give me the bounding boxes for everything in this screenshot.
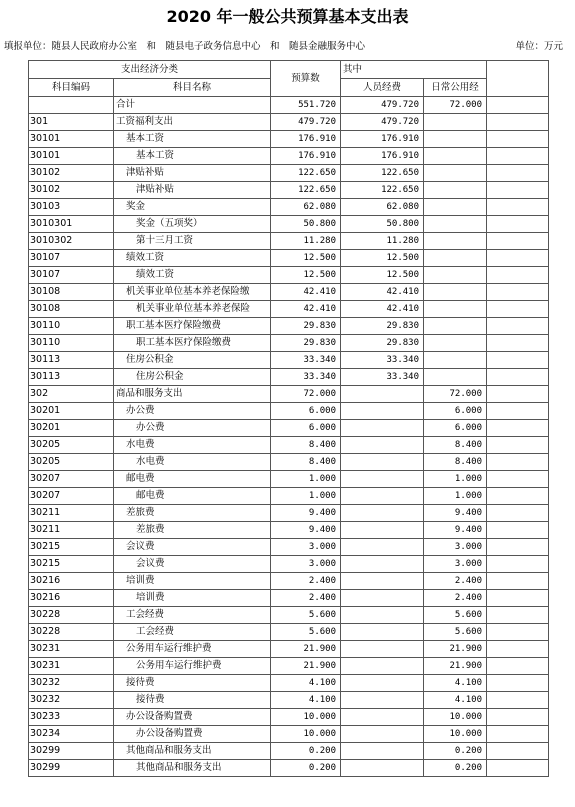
table-row [29, 437, 549, 454]
cell-name: 绩效工资 [114, 267, 271, 284]
cell-budget: 9.400 [271, 505, 341, 522]
cell-public [424, 284, 487, 301]
cell-budget: 2.400 [271, 590, 341, 607]
table-row [29, 539, 549, 556]
cell-public [424, 369, 487, 386]
cell-name: 邮电费 [114, 471, 271, 488]
cell-personnel [341, 522, 424, 539]
cell-code: 30232 [29, 675, 114, 692]
cell-budget: 176.910 [271, 148, 341, 165]
budget-table [28, 60, 549, 777]
table-row [29, 726, 549, 743]
cell-name: 第十三月工资 [114, 233, 271, 250]
cell-personnel: 479.720 [341, 114, 424, 131]
cell-public [424, 233, 487, 250]
cell-public [424, 301, 487, 318]
table-row [29, 335, 549, 352]
cell-personnel [341, 641, 424, 658]
table-row [29, 641, 549, 658]
cell-empty [487, 233, 549, 250]
cell-name: 会议费 [114, 539, 271, 556]
cell-empty [487, 726, 549, 743]
cell-empty [487, 335, 549, 352]
cell-empty [487, 284, 549, 301]
cell-personnel: 479.720 [341, 97, 424, 114]
cell-budget: 5.600 [271, 607, 341, 624]
cell-public [424, 148, 487, 165]
cell-personnel [341, 573, 424, 590]
cell-public [424, 114, 487, 131]
cell-personnel [341, 607, 424, 624]
cell-code: 30216 [29, 590, 114, 607]
cell-empty [487, 318, 549, 335]
cell-personnel: 33.340 [341, 369, 424, 386]
table-row [29, 233, 549, 250]
cell-public [424, 318, 487, 335]
cell-public: 3.000 [424, 539, 487, 556]
cell-code: 30216 [29, 573, 114, 590]
cell-code: 301 [29, 114, 114, 131]
cell-personnel [341, 539, 424, 556]
cell-code: 30207 [29, 488, 114, 505]
cell-personnel: 29.830 [341, 335, 424, 352]
table-row [29, 114, 549, 131]
cell-public: 1.000 [424, 488, 487, 505]
table-row [29, 352, 549, 369]
cell-empty [487, 369, 549, 386]
cell-personnel: 12.500 [341, 250, 424, 267]
cell-name: 奖金（五项奖） [114, 216, 271, 233]
cell-empty [487, 148, 549, 165]
cell-code: 30207 [29, 471, 114, 488]
cell-empty [487, 624, 549, 641]
cell-personnel: 33.340 [341, 352, 424, 369]
cell-public: 5.600 [424, 607, 487, 624]
budget-table-body [29, 61, 549, 777]
cell-empty [487, 488, 549, 505]
cell-name: 邮电费 [114, 488, 271, 505]
cell-code: 30205 [29, 437, 114, 454]
cell-personnel [341, 692, 424, 709]
cell-name: 办公费 [114, 403, 271, 420]
cell-code: 30113 [29, 352, 114, 369]
table-row [29, 760, 549, 777]
cell-empty [487, 590, 549, 607]
cell-empty [487, 420, 549, 437]
cell-personnel [341, 726, 424, 743]
cell-public: 4.100 [424, 675, 487, 692]
cell-code: 30299 [29, 760, 114, 777]
table-row [29, 318, 549, 335]
cell-public: 10.000 [424, 726, 487, 743]
cell-personnel: 50.800 [341, 216, 424, 233]
cell-name: 接待费 [114, 692, 271, 709]
cell-empty [487, 522, 549, 539]
cell-budget: 8.400 [271, 454, 341, 471]
cell-name: 住房公积金 [114, 369, 271, 386]
cell-budget: 1.000 [271, 488, 341, 505]
cell-empty [487, 199, 549, 216]
cell-budget: 1.000 [271, 471, 341, 488]
cell-code: 30234 [29, 726, 114, 743]
cell-budget: 10.000 [271, 709, 341, 726]
cell-empty [487, 471, 549, 488]
cell-name: 机关事业单位基本养老保险缴 [114, 284, 271, 301]
cell-name: 办公费 [114, 420, 271, 437]
cell-personnel [341, 675, 424, 692]
cell-personnel: 122.650 [341, 165, 424, 182]
cell-budget: 11.280 [271, 233, 341, 250]
table-row [29, 624, 549, 641]
cell-public: 2.400 [424, 590, 487, 607]
cell-personnel: 29.830 [341, 318, 424, 335]
cell-code: 30232 [29, 692, 114, 709]
header-public: 日常公用经 [424, 79, 487, 97]
header-name: 科目名称 [114, 79, 271, 97]
cell-public [424, 250, 487, 267]
cell-public: 5.600 [424, 624, 487, 641]
cell-public: 0.200 [424, 743, 487, 760]
cell-public [424, 267, 487, 284]
table-row [29, 386, 549, 403]
cell-public: 72.000 [424, 386, 487, 403]
cell-public [424, 199, 487, 216]
header-budget: 预算数 [271, 61, 341, 97]
cell-budget: 5.600 [271, 624, 341, 641]
cell-name: 其他商品和服务支出 [114, 760, 271, 777]
table-row [29, 97, 549, 114]
cell-empty [487, 556, 549, 573]
cell-personnel [341, 488, 424, 505]
cell-budget: 21.900 [271, 641, 341, 658]
cell-name: 住房公积金 [114, 352, 271, 369]
table-row [29, 165, 549, 182]
cell-public [424, 335, 487, 352]
cell-name: 奖金 [114, 199, 271, 216]
cell-name: 水电费 [114, 454, 271, 471]
cell-budget: 72.000 [271, 386, 341, 403]
cell-budget: 33.340 [271, 369, 341, 386]
cell-empty [487, 182, 549, 199]
cell-public: 3.000 [424, 556, 487, 573]
header-empty [487, 61, 549, 97]
cell-public: 72.000 [424, 97, 487, 114]
cell-name: 培训费 [114, 590, 271, 607]
cell-code: 30228 [29, 607, 114, 624]
cell-empty [487, 131, 549, 148]
cell-personnel: 176.910 [341, 148, 424, 165]
cell-personnel: 176.910 [341, 131, 424, 148]
cell-name: 基本工资 [114, 131, 271, 148]
header-row-1 [29, 61, 549, 79]
cell-empty [487, 573, 549, 590]
cell-budget: 42.410 [271, 301, 341, 318]
cell-empty [487, 352, 549, 369]
cell-budget: 29.830 [271, 318, 341, 335]
table-row [29, 182, 549, 199]
report-title: 2020 年一般公共预算基本支出表 [166, 7, 409, 26]
cell-code: 30211 [29, 522, 114, 539]
cell-budget: 12.500 [271, 267, 341, 284]
cell-empty [487, 454, 549, 471]
table-row [29, 216, 549, 233]
cell-code: 3010302 [29, 233, 114, 250]
cell-personnel [341, 760, 424, 777]
cell-code: 30205 [29, 454, 114, 471]
cell-code: 30103 [29, 199, 114, 216]
cell-name: 办公设备购置费 [114, 726, 271, 743]
cell-code: 30215 [29, 539, 114, 556]
header-personnel: 人员经费 [341, 79, 424, 97]
cell-name: 职工基本医疗保险缴费 [114, 335, 271, 352]
cell-code: 30228 [29, 624, 114, 641]
cell-name: 工资福利支出 [114, 114, 271, 131]
cell-public [424, 182, 487, 199]
cell-empty [487, 641, 549, 658]
table-row [29, 658, 549, 675]
cell-code: 302 [29, 386, 114, 403]
cell-public [424, 352, 487, 369]
cell-budget: 479.720 [271, 114, 341, 131]
cell-name: 基本工资 [114, 148, 271, 165]
cell-code: 3010301 [29, 216, 114, 233]
cell-personnel [341, 590, 424, 607]
cell-name: 绩效工资 [114, 250, 271, 267]
cell-personnel [341, 709, 424, 726]
table-row [29, 250, 549, 267]
cell-code: 30233 [29, 709, 114, 726]
cell-name: 合计 [114, 97, 271, 114]
table-row [29, 709, 549, 726]
cell-name: 工会经费 [114, 607, 271, 624]
report-meta [4, 40, 571, 54]
table-row [29, 403, 549, 420]
table-row [29, 556, 549, 573]
cell-code: 30110 [29, 335, 114, 352]
cell-budget: 12.500 [271, 250, 341, 267]
cell-empty [487, 607, 549, 624]
header-category-group: 支出经济分类 [29, 61, 271, 79]
cell-name: 会议费 [114, 556, 271, 573]
cell-public: 21.900 [424, 658, 487, 675]
cell-budget: 21.900 [271, 658, 341, 675]
cell-empty [487, 437, 549, 454]
cell-empty [487, 658, 549, 675]
table-row [29, 692, 549, 709]
cell-personnel: 42.410 [341, 301, 424, 318]
cell-budget: 8.400 [271, 437, 341, 454]
cell-empty [487, 743, 549, 760]
cell-budget: 122.650 [271, 182, 341, 199]
cell-code: 30101 [29, 131, 114, 148]
table-row [29, 267, 549, 284]
cell-personnel: 62.080 [341, 199, 424, 216]
cell-public: 6.000 [424, 403, 487, 420]
cell-code: 30231 [29, 641, 114, 658]
cell-name: 机关事业单位基本养老保险 [114, 301, 271, 318]
currency-unit: 单位：万元 [515, 41, 563, 52]
cell-budget: 4.100 [271, 675, 341, 692]
cell-public [424, 216, 487, 233]
cell-code: 30102 [29, 165, 114, 182]
cell-code: 30110 [29, 318, 114, 335]
cell-code: 30107 [29, 250, 114, 267]
cell-budget: 9.400 [271, 522, 341, 539]
cell-empty [487, 165, 549, 182]
cell-personnel [341, 386, 424, 403]
cell-name: 公务用车运行维护费 [114, 641, 271, 658]
cell-empty [487, 216, 549, 233]
table-row [29, 590, 549, 607]
cell-public: 21.900 [424, 641, 487, 658]
cell-code: 30211 [29, 505, 114, 522]
cell-name: 工会经费 [114, 624, 271, 641]
cell-code: 30201 [29, 420, 114, 437]
cell-name: 办公设备购置费 [114, 709, 271, 726]
cell-personnel: 42.410 [341, 284, 424, 301]
cell-personnel [341, 471, 424, 488]
table-row [29, 488, 549, 505]
table-row [29, 505, 549, 522]
cell-budget: 2.400 [271, 573, 341, 590]
cell-empty [487, 267, 549, 284]
cell-public: 1.000 [424, 471, 487, 488]
cell-public: 10.000 [424, 709, 487, 726]
cell-empty [487, 675, 549, 692]
cell-name: 商品和服务支出 [114, 386, 271, 403]
cell-personnel [341, 403, 424, 420]
cell-code [29, 97, 114, 114]
table-row [29, 199, 549, 216]
cell-personnel: 122.650 [341, 182, 424, 199]
table-row [29, 675, 549, 692]
table-row [29, 743, 549, 760]
cell-personnel [341, 420, 424, 437]
cell-empty [487, 114, 549, 131]
cell-personnel [341, 437, 424, 454]
cell-empty [487, 403, 549, 420]
table-row [29, 369, 549, 386]
table-row [29, 607, 549, 624]
cell-code: 30299 [29, 743, 114, 760]
cell-budget: 50.800 [271, 216, 341, 233]
cell-name: 津贴补贴 [114, 182, 271, 199]
cell-public: 8.400 [424, 437, 487, 454]
cell-personnel [341, 556, 424, 573]
cell-personnel [341, 454, 424, 471]
cell-name: 职工基本医疗保险缴费 [114, 318, 271, 335]
cell-personnel [341, 658, 424, 675]
cell-public: 0.200 [424, 760, 487, 777]
cell-code: 30215 [29, 556, 114, 573]
cell-budget: 10.000 [271, 726, 341, 743]
cell-name: 差旅费 [114, 505, 271, 522]
cell-empty [487, 301, 549, 318]
cell-name: 津贴补贴 [114, 165, 271, 182]
cell-budget: 42.410 [271, 284, 341, 301]
cell-budget: 29.830 [271, 335, 341, 352]
cell-public: 8.400 [424, 454, 487, 471]
cell-public: 9.400 [424, 522, 487, 539]
cell-code: 30108 [29, 301, 114, 318]
cell-empty [487, 97, 549, 114]
cell-code: 30231 [29, 658, 114, 675]
cell-public: 6.000 [424, 420, 487, 437]
cell-public: 4.100 [424, 692, 487, 709]
cell-personnel [341, 624, 424, 641]
cell-name: 接待费 [114, 675, 271, 692]
cell-personnel: 12.500 [341, 267, 424, 284]
cell-name: 培训费 [114, 573, 271, 590]
reporting-unit: 填报单位：随县人民政府办公室 和 随县电子政务信息中心 和 随县金融服务中心 [4, 41, 366, 52]
table-row [29, 301, 549, 318]
cell-code: 30113 [29, 369, 114, 386]
cell-personnel: 11.280 [341, 233, 424, 250]
cell-budget: 3.000 [271, 539, 341, 556]
cell-public [424, 165, 487, 182]
header-code: 科目编码 [29, 79, 114, 97]
table-row [29, 420, 549, 437]
cell-code: 30107 [29, 267, 114, 284]
cell-empty [487, 386, 549, 403]
table-row [29, 131, 549, 148]
cell-personnel [341, 743, 424, 760]
cell-budget: 6.000 [271, 420, 341, 437]
cell-budget: 122.650 [271, 165, 341, 182]
table-row [29, 573, 549, 590]
cell-name: 其他商品和服务支出 [114, 743, 271, 760]
cell-code: 30102 [29, 182, 114, 199]
cell-name: 水电费 [114, 437, 271, 454]
cell-code: 30201 [29, 403, 114, 420]
cell-budget: 4.100 [271, 692, 341, 709]
header-among: 其中 [341, 61, 487, 79]
cell-empty [487, 709, 549, 726]
cell-budget: 551.720 [271, 97, 341, 114]
cell-public: 2.400 [424, 573, 487, 590]
table-row [29, 148, 549, 165]
cell-empty [487, 505, 549, 522]
table-row [29, 471, 549, 488]
cell-budget: 62.080 [271, 199, 341, 216]
table-row [29, 284, 549, 301]
cell-budget: 0.200 [271, 743, 341, 760]
cell-empty [487, 760, 549, 777]
cell-name: 差旅费 [114, 522, 271, 539]
cell-code: 30108 [29, 284, 114, 301]
cell-budget: 3.000 [271, 556, 341, 573]
cell-budget: 33.340 [271, 352, 341, 369]
table-row [29, 454, 549, 471]
cell-name: 公务用车运行维护费 [114, 658, 271, 675]
cell-budget: 6.000 [271, 403, 341, 420]
cell-public: 9.400 [424, 505, 487, 522]
cell-budget: 176.910 [271, 131, 341, 148]
cell-personnel [341, 505, 424, 522]
cell-public [424, 131, 487, 148]
cell-code: 30101 [29, 148, 114, 165]
table-row [29, 522, 549, 539]
cell-empty [487, 250, 549, 267]
cell-budget: 0.200 [271, 760, 341, 777]
cell-empty [487, 692, 549, 709]
cell-empty [487, 539, 549, 556]
